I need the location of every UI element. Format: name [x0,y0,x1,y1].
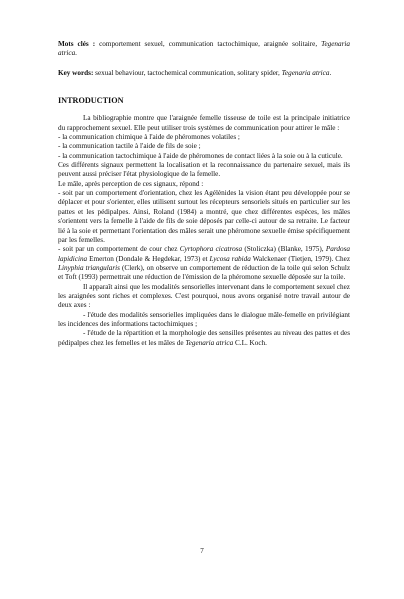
summary-paragraph: Il apparaît ainsi que les modalités sensorielles intervenant dans le comportement sexuel chez les araignées sont riches et complexes. C'est pourquoi, nous avons organisé notre travail autour de deux axes : [58,282,350,310]
text-run: (Clerk), on observe un comportement de réduction de la toile qui selon Schulz et Toft (1993) permettrait une réduction de l'émission de la phéromone sexuelle déposée sur la toile. [58,263,351,282]
text-run: Emerton (Dondale & Hegdekar, 1973) et [87,254,210,263]
keywords-fr-species: Tegenaria atrica [58,40,350,58]
text-run: - soit par un comportement de cour chez [58,245,180,254]
species-name: Tegenaria atrica [185,338,234,347]
keywords-fr [58,40,350,59]
courtship-paragraph [58,245,350,282]
keywords-en-text: sexual behaviour, tactochemical communication, solitary spider, [93,68,282,77]
text-run: Walckenaer (Tietjen, 1979). Chez [250,254,351,263]
text-run: - l'étude de la répartition et la morphologie des sensilles présentes au niveau des pattes et des pédipalpes chez les femelles et les mâles de [58,329,350,347]
keywords-fr-text: comportement sexuel, communication tactochimique, araignée solitaire, [95,40,322,48]
intro-paragraph: La bibliographie montre que l'araignée femelle tisseuse de toile est la principale initiatrice du rapprochement sexuel. Elle peut utiliser trois systèmes de communication pour attirer le mâle : [58,114,350,132]
text-run: (Stoliczka) (Blanke, 1975), [242,245,326,254]
orientation-paragraph: - soit par un comportement d'orientation, chez les Agélènides la vision étant peu développée pour se déplacer et pour s'orienter, elles utilisent surtout les récepteurs sensoriels situés en particulier sur les pattes et les pédipalpes. Ainsi, Roland (1984) a montré, que chez différentes espèces, les mâles s'orientent vers la femelle à l'aide de fils de soie déposés par celle-ci autour de sa retraite. Le facteur lié à la soie et permettant l'orientation des mâles serait une phéromone sexuelle émise spécifiquement par les femelles. [58,189,350,244]
species-name: Linyphia triangularis [58,263,120,272]
keywords-en-label: Key words: [58,68,94,77]
species-name: Cyrtophora cicatrosa [179,245,243,254]
keywords-en [58,69,350,78]
signals-paragraph: Ces différents signaux permettent la localisation et la reconnaissance du partenaire sexuel, mais ils peuvent aussi préciser l'état physiologique de la femelle. [58,161,350,179]
page-number: 7 [200,547,204,555]
axis-item: - l'étude des modalités sensorielles impliquées dans le dialogue mâle-femelle en privilégiant les incidences des informations tactochimiques ; [58,310,350,328]
list-item: - la communication tactochimique à l'aide de phéromones de contact liées à la soie ou à la cuticule. [58,151,343,160]
section-heading: INTRODUCTION [58,96,124,106]
species-name: Pardosa lapidicina [58,245,350,263]
keywords-fr-end: . [75,49,77,58]
list-item: - la communication tactile à l'aide de fils de soie ; [58,142,201,151]
keywords-en-species: Tegenaria atrica [281,68,330,77]
list-item: - la communication chimique à l'aide de phéromones volatiles ; [58,133,240,142]
species-name: Lycosa rabida [209,254,251,263]
male-response-line: Le mâle, après perception de ces signaux, répond : [58,179,204,188]
keywords-en-end: . [329,68,332,77]
text-run: C.L. Koch. [233,338,267,347]
axis-item [58,329,350,348]
keywords-fr-label: Mots clés : [58,40,96,48]
page-content [58,40,350,348]
